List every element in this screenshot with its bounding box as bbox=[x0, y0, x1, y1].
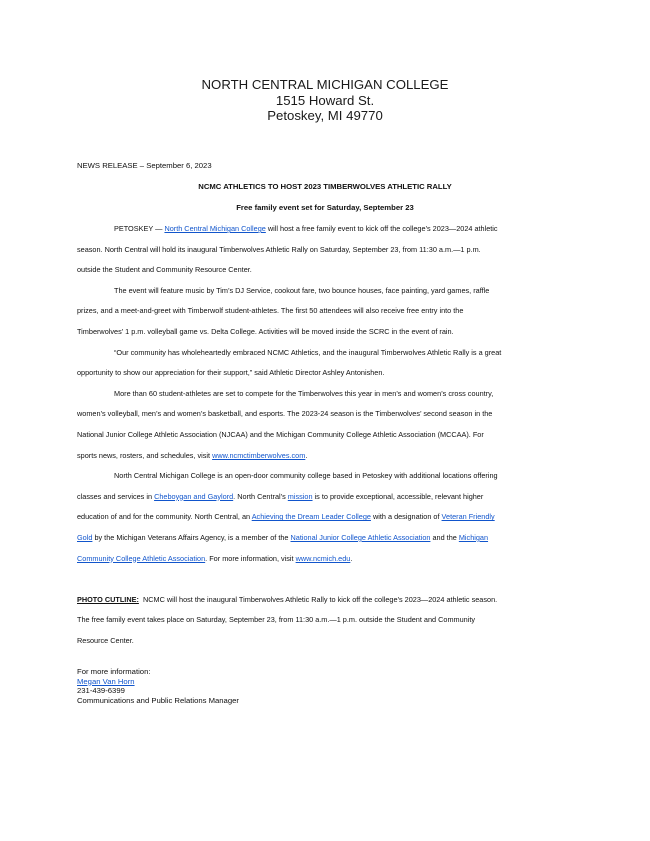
contact-phone: 231-439-6399 bbox=[77, 686, 125, 696]
paragraph-5-line-2 bbox=[77, 487, 577, 508]
paragraph-4-line-2: women’s volleyball, men’s and women’s basketball, and esports. The 2023-24 season is the Timberwolves’ second season in the bbox=[77, 409, 493, 419]
article-body bbox=[77, 219, 577, 651]
paragraph-1-line-1 bbox=[77, 219, 577, 240]
photo-cutline-line-1 bbox=[77, 590, 577, 611]
mission-link[interactable]: mission bbox=[287, 491, 313, 501]
achieving-dream-link[interactable]: Achieving the Dream Leader College bbox=[251, 512, 371, 522]
paragraph-2-line-2: prizes, and a meet-and-greet with Timberwolf student-athletes. The first 50 attendees will also receive free entry into the bbox=[77, 306, 464, 316]
letterhead bbox=[0, 77, 650, 124]
veteran-friendly-gold-link[interactable]: Gold bbox=[77, 532, 93, 542]
paragraph-4-line-1: More than 60 student-athletes are set to compete for the Timberwolves this year in men’s and women’s cross country, bbox=[114, 388, 494, 398]
text: will host a free family event to kick off the college’s 2023—2024 athletic bbox=[265, 224, 498, 233]
text: classes and services in bbox=[77, 491, 155, 501]
mccaa-link-cont[interactable]: Community College Athletic Association bbox=[77, 553, 206, 563]
text: and the bbox=[430, 532, 459, 542]
text: education of and for the community. North Central, an bbox=[77, 512, 252, 522]
veteran-friendly-link[interactable]: Veteran Friendly bbox=[441, 512, 495, 522]
headline: NCMC ATHLETICS TO HOST 2023 TIMBERWOLVES ATHLETIC RALLY bbox=[198, 182, 452, 191]
ncmich-link[interactable]: www.ncmich.edu bbox=[295, 553, 351, 563]
paragraph-5-line-5 bbox=[77, 549, 577, 570]
locations-link[interactable]: Cheboygan and Gaylord bbox=[154, 491, 234, 501]
text: . North Central’s bbox=[233, 491, 288, 501]
ncmc-link[interactable]: North Central Michigan College bbox=[164, 224, 266, 233]
njcaa-link[interactable]: National Junior College Athletic Association bbox=[290, 532, 431, 542]
text: PETOSKEY — bbox=[114, 224, 165, 233]
street-address: 1515 Howard St. bbox=[275, 92, 375, 108]
paragraph-2-line-3: Timberwolves’ 1 p.m. volleyball game vs. Delta College. Activities will be moved inside the SCRC in the event of rain. bbox=[77, 326, 454, 336]
paragraph-1-line-3: outside the Student and Community Resource Center. bbox=[77, 265, 252, 275]
contact-block bbox=[77, 667, 239, 705]
paragraph-5-line-1: North Central Michigan College is an open-door community college based in Petoskey with additional locations offering bbox=[114, 471, 498, 481]
release-date-line: NEWS RELEASE – September 6, 2023 bbox=[77, 161, 212, 170]
subheadline: Free family event set for Saturday, September 23 bbox=[236, 203, 414, 212]
spacer bbox=[77, 569, 577, 590]
paragraph-3-line-1: “Our community has wholeheartedly embraced NCMC Athletics, and the inaugural Timberwolves Athletic Rally is a great bbox=[114, 347, 502, 357]
paragraph-4-line-3: National Junior College Athletic Association (NJCAA) and the Michigan Community College Athletic Association (MCCAA). For bbox=[77, 429, 484, 439]
mccaa-link[interactable]: Michigan bbox=[458, 532, 489, 542]
text: NCMC will host the inaugural Timberwolves Athletic Rally to kick off the college’s 2023—2024 athletic season. bbox=[138, 594, 498, 604]
paragraph-2-line-1: The event will feature music by Tim’s DJ Service, cookout fare, two bounce houses, face painting, yard games, raffle bbox=[114, 285, 490, 295]
paragraph-1-line-2: season. North Central will hold its inaugural Timberwolves Athletic Rally on Saturday, September 23, from 11:30 a.m.—1 p.m. bbox=[77, 244, 481, 254]
text: with a designation of bbox=[370, 512, 442, 522]
city-address: Petoskey, MI 49770 bbox=[267, 108, 383, 123]
paragraph-5-line-4 bbox=[77, 528, 577, 549]
text: by the Michigan Veterans Affairs Agency, is a member of the bbox=[92, 532, 291, 542]
text: is to provide exceptional, accessible, relevant higher bbox=[312, 491, 484, 501]
contact-intro: For more information: bbox=[77, 667, 151, 676]
timberwolves-site-link[interactable]: www.ncmctimberwolves.com bbox=[212, 450, 306, 460]
text: . bbox=[350, 553, 353, 563]
photo-cutline-line-2: The free family event takes place on Saturday, September 23, from 11:30 a.m.—1 p.m. outside the Student and Community bbox=[77, 615, 476, 625]
paragraph-3-line-2: opportunity to show our appreciation for their support,” said Athletic Director Ashley Antonishen. bbox=[77, 368, 385, 378]
photo-cutline-line-3: Resource Center. bbox=[77, 635, 134, 645]
text: sports news, rosters, and schedules, visit bbox=[77, 450, 213, 460]
contact-name-link[interactable]: Megan Van Horn bbox=[77, 676, 135, 686]
text: . For more information, visit bbox=[205, 553, 296, 563]
college-name: NORTH CENTRAL MICHIGAN COLLEGE bbox=[201, 77, 449, 92]
photo-cutline-label: PHOTO CUTLINE: bbox=[77, 594, 139, 604]
paragraph-4-line-4 bbox=[77, 446, 577, 467]
paragraph-5-line-3 bbox=[77, 507, 577, 528]
text: . bbox=[305, 450, 308, 460]
contact-title: Communications and Public Relations Manager bbox=[77, 695, 239, 705]
